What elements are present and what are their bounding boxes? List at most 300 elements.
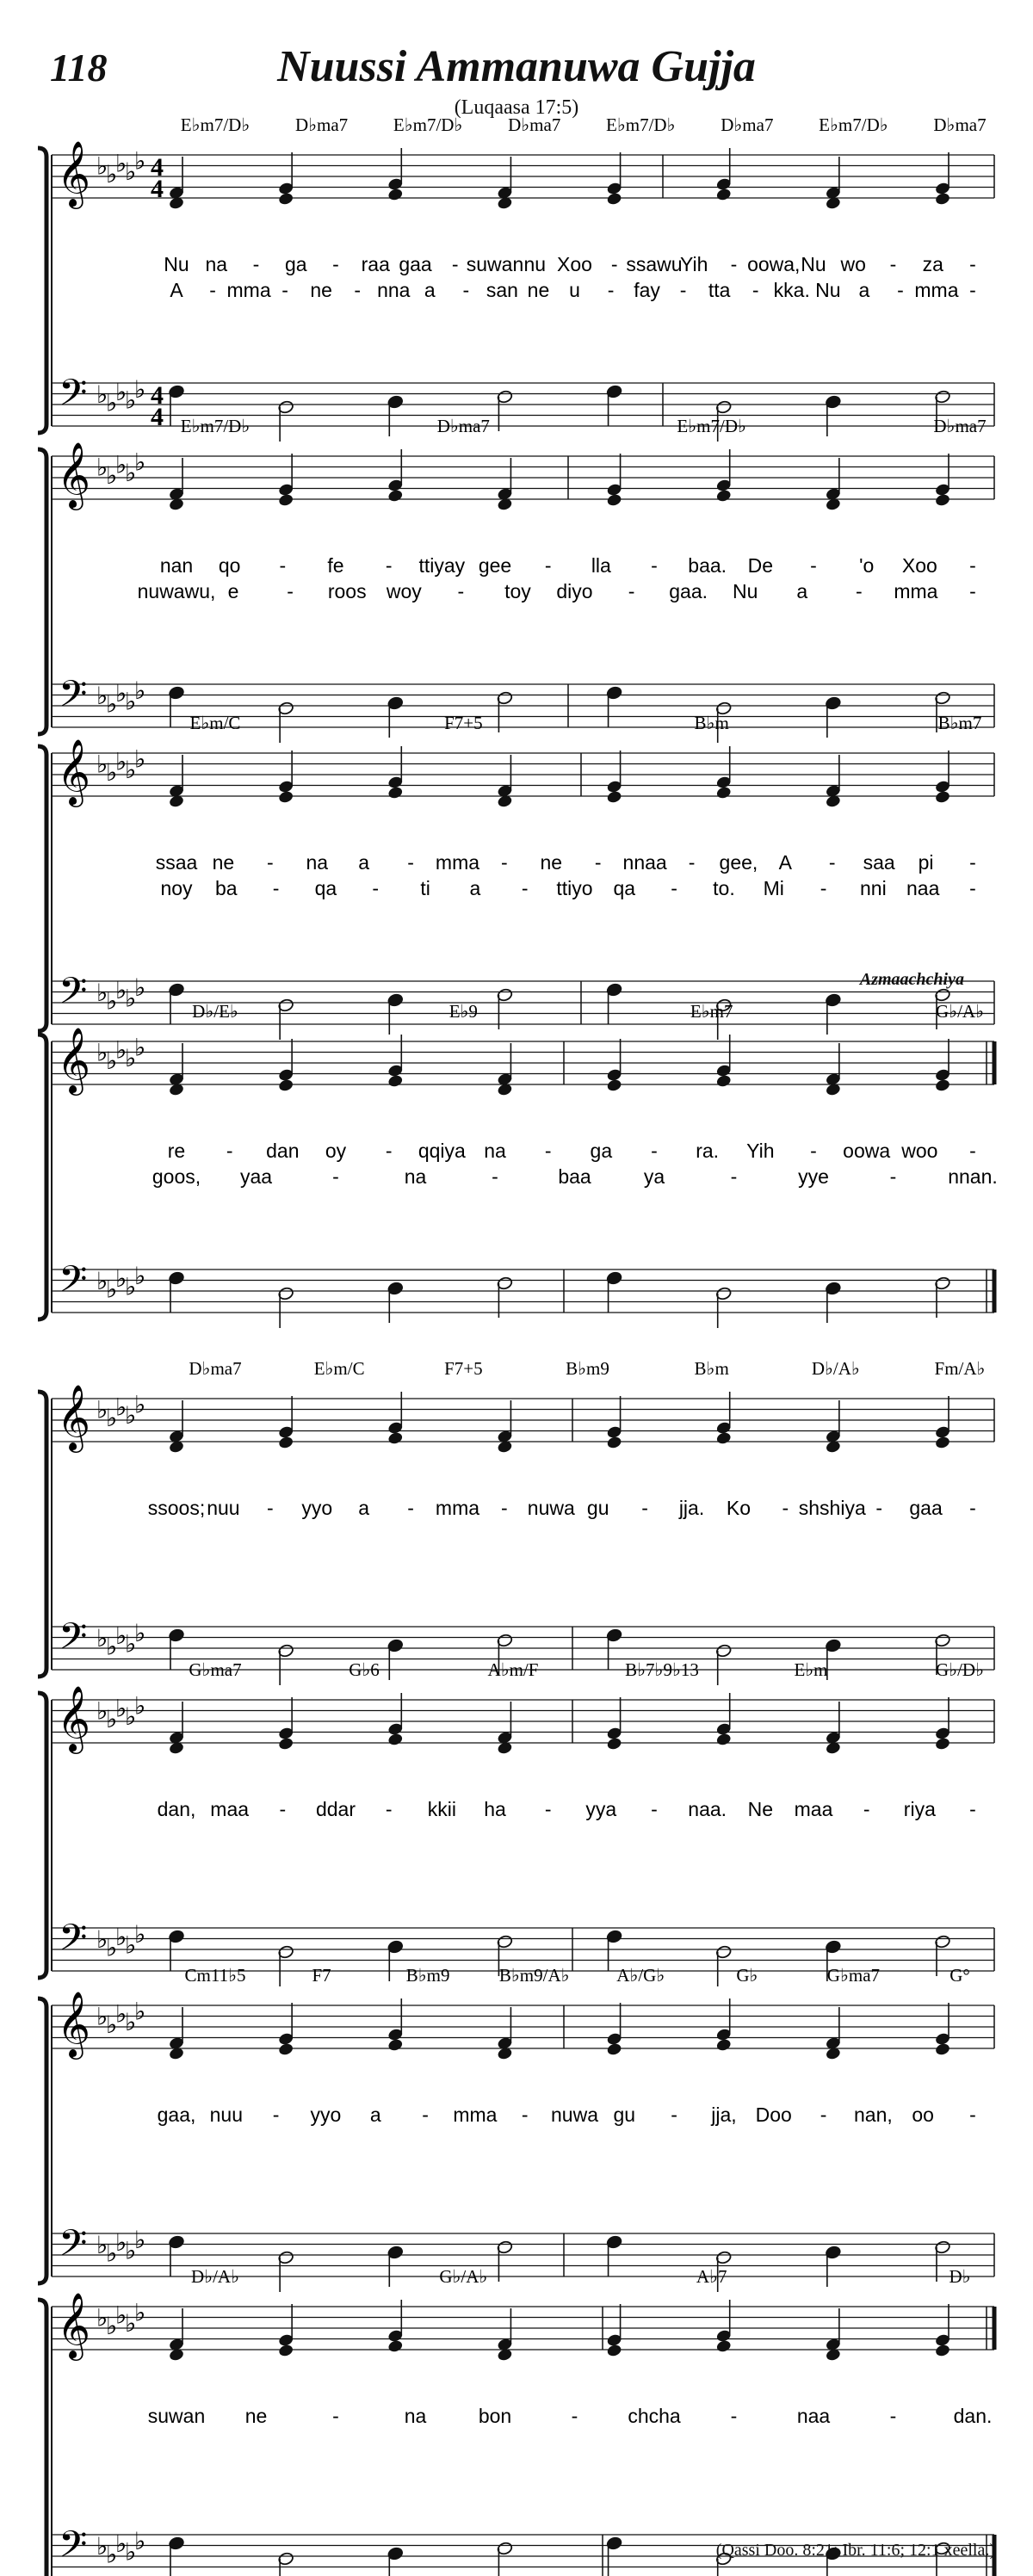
system-5-lyric-verse1: -	[782, 1497, 789, 1519]
system-7-bass-flat-icon: ♭	[115, 2229, 127, 2257]
system-1-lyric-verse1: gaa	[399, 253, 432, 275]
system-4-treble-flat-icon: ♭	[125, 1045, 137, 1072]
system-2-lyric-verse1: -	[810, 554, 817, 577]
system-1-lyric-verse2: ne	[527, 279, 550, 301]
system-1-lyric-verse2: -	[462, 279, 470, 301]
system-8-treble-note	[387, 2339, 404, 2354]
system-6-bass-flat-icon: ♭	[106, 1935, 118, 1962]
system-1-treble-flat-icon: ♭	[106, 161, 118, 188]
system-3-bass-clef-icon: 𝄢	[59, 972, 88, 1021]
system-8-lyric-verse1: chcha	[628, 2405, 681, 2427]
system-6-lyric-verse1: dan,	[157, 1798, 196, 1820]
system-1-lyric-verse2: ne	[310, 279, 332, 301]
system-4-lyric-verse2: nnan.	[948, 1165, 998, 1188]
system-2-lyric-verse1: baa.	[688, 554, 727, 577]
system-6-treble-flat-icon: ♭	[96, 1698, 108, 1726]
system-1-lyric-verse2: a	[858, 279, 870, 301]
system-5-lyric-verse1: -	[875, 1497, 883, 1519]
system-7-treble-flat-icon: ♭	[106, 2011, 118, 2039]
system-1-lyric-verse2: san	[486, 279, 518, 301]
system-3-treble-flat-icon: ♭	[106, 759, 118, 787]
system-4-treble-flat-icon: ♭	[115, 1037, 127, 1065]
system-2-lyric-verse1: fe	[327, 554, 344, 577]
system-6-lyric-verse1: ddar	[315, 1798, 356, 1820]
system-3-bass-flat-icon: ♭	[115, 977, 127, 1004]
system-5-lyric-verse1: -	[501, 1497, 508, 1519]
system-3-lyric-verse1: na	[306, 851, 329, 874]
system-2-treble-note	[606, 493, 622, 508]
system-2-lyric-verse2: mma	[894, 580, 938, 602]
system-5-bass-flat-icon: ♭	[96, 1626, 108, 1652]
system-8-lyric-verse1: bon	[478, 2405, 512, 2427]
system-6-bass-flat-icon: ♭	[125, 1932, 137, 1960]
system-5-treble-note	[278, 1436, 294, 1450]
system-3-lyric-verse1: mma	[435, 851, 480, 874]
system-1-lyric-verse2: Nu	[815, 279, 841, 301]
system-1-lyric-verse1: Nu	[164, 253, 189, 275]
system-6-treble-flat-icon: ♭	[106, 1706, 118, 1733]
system-7-treble-note	[387, 2038, 404, 2053]
system-1-bass-flat-icon: ♭	[96, 382, 108, 409]
system-1-lyric-verse1: -	[610, 253, 618, 275]
system-5-treble-note	[715, 1431, 732, 1446]
system-3-bass-flat-icon: ♭	[106, 988, 118, 1016]
system-4-lyric-verse2: yaa	[239, 1165, 273, 1188]
system-3-treble-note	[387, 786, 404, 800]
system-2-chord-symbol: D♭ma7	[933, 416, 987, 436]
system-4-treble-note	[934, 1078, 950, 1093]
system-8-chord-symbol: G♭/A♭	[439, 2266, 488, 2287]
system-6-bass-flat-icon: ♭	[134, 1921, 146, 1949]
system-6-chord-symbol: G♭/D♭	[936, 1659, 984, 1680]
system-8-treble-flat-icon: ♭	[125, 2310, 137, 2338]
system-2-bass-flat-icon: ♭	[96, 683, 108, 710]
system-1-bracket	[38, 148, 46, 433]
system-1-treble-note	[606, 192, 622, 207]
system-3-treble-clef-icon: 𝄞	[57, 741, 91, 804]
system-5-chord-symbol: D♭/A♭	[811, 1358, 860, 1379]
system-6-lyric-verse1: yya	[585, 1798, 617, 1820]
system-2-bass-flat-icon: ♭	[115, 680, 127, 707]
system-1-treble-note	[387, 188, 404, 202]
system-4-lyric-verse1: na	[484, 1140, 506, 1162]
tempo-marking: Azmaachchiya	[859, 970, 964, 989]
system-8-lyric-verse1: na	[404, 2405, 427, 2427]
system-7-bass-flat-icon: ♭	[125, 2238, 137, 2265]
system-4-lyric-verse1: Yih	[746, 1140, 775, 1162]
system-3-lyric-verse1: -	[266, 851, 274, 874]
system-5-chord-symbol: D♭ma7	[189, 1358, 242, 1379]
system-1-treble-note	[934, 192, 950, 207]
system-4-lyric-verse2: -	[889, 1165, 897, 1188]
system-2-lyric-verse2: Nu	[733, 580, 758, 602]
system-1-lyric-verse2: tta	[708, 279, 731, 301]
system-1-treble-note	[715, 188, 732, 202]
system-4-lyric-verse1: ra.	[696, 1140, 720, 1162]
system-8-treble-flat-icon: ♭	[134, 2300, 146, 2327]
system-8-lyric-verse1: -	[332, 2405, 339, 2427]
system-1-lyric-verse2: mma	[226, 279, 271, 301]
system-3-lyric-verse1: -	[407, 851, 414, 874]
system-7-lyric-verse1: nuwa	[551, 2103, 598, 2126]
system-4-lyric-verse1: oowa	[843, 1140, 891, 1162]
system-7-chord-symbol: B♭m9	[405, 1965, 450, 1986]
system-1-treble-flat-icon: ♭	[134, 148, 146, 176]
system-3-lyric-verse2: -	[969, 877, 976, 899]
system-3-lyric-verse2: qa	[314, 877, 337, 899]
system-7-lyric-verse1: gaa,	[157, 2103, 196, 2126]
system-3-lyric-verse2: nni	[860, 877, 887, 899]
system-6-treble-flat-icon: ♭	[134, 1693, 146, 1720]
system-3-lyric-verse1: ne	[540, 851, 563, 874]
system-2-bass-flat-icon: ♭	[125, 689, 137, 716]
system-5-lyric-verse1: -	[407, 1497, 414, 1519]
system-7-treble-note	[934, 2042, 950, 2057]
system-2-treble-flat-icon: ♭	[106, 462, 118, 490]
system-4-lyric-verse1: dan	[266, 1140, 300, 1162]
system-7-lyric-verse1: oo	[912, 2103, 934, 2126]
system-5-lyric-verse1: shshiya	[798, 1497, 866, 1519]
system-6-treble-flat-icon: ♭	[115, 1696, 127, 1723]
system-3-lyric-verse2: -	[671, 877, 677, 899]
system-1-treble-flat-icon: ♭	[125, 158, 137, 186]
system-2-treble-clef-icon: 𝄞	[57, 444, 91, 507]
system-6-bass-flat-icon: ♭	[115, 1924, 127, 1951]
system-2-treble-note	[715, 489, 732, 503]
system-3-lyric-verse1: gee,	[719, 851, 758, 874]
system-8-lyric-verse1: dan.	[953, 2405, 993, 2427]
system-1-chord-symbol: E♭m7/D♭	[180, 114, 251, 135]
system-5-chord-symbol: B♭m9	[566, 1358, 609, 1379]
system-7-lyric-verse1: -	[969, 2103, 976, 2126]
system-4-treble-note	[715, 1074, 732, 1089]
system-7-lyric-verse1: jja,	[711, 2103, 737, 2126]
system-3-bracket	[38, 746, 46, 1031]
system-1-lyric-verse2: A	[170, 279, 183, 301]
system-5-lyric-verse1: nuwa	[527, 1497, 575, 1519]
system-4-lyric-verse1: -	[385, 1140, 393, 1162]
scripture-reference: (Luqaasa 17:5)	[454, 96, 579, 119]
system-3-lyric-verse1: -	[969, 851, 976, 874]
system-2-lyric-verse1: lla	[591, 554, 611, 577]
system-7-chord-symbol: G♭	[736, 1965, 758, 1986]
system-6-lyric-verse1: -	[651, 1798, 658, 1820]
system-1-lyric-verse1: ssawu	[626, 253, 683, 275]
system-1-lyric-verse2: nna	[377, 279, 411, 301]
system-4-lyric-verse1: -	[226, 1140, 233, 1162]
system-3-lyric-verse1: -	[688, 851, 696, 874]
system-8-bass-flat-icon: ♭	[134, 2528, 146, 2555]
system-8-treble-note	[606, 2344, 622, 2358]
system-4-lyric-verse1: re	[167, 1140, 186, 1162]
system-1-lyric-verse2: -	[969, 279, 976, 301]
system-7-lyric-verse1: mma	[453, 2103, 498, 2126]
system-6-lyric-verse1: Ne	[747, 1798, 774, 1820]
system-7-treble-flat-icon: ♭	[96, 2004, 108, 2031]
system-2-lyric-verse2: -	[287, 580, 294, 602]
system-8-treble-flat-icon: ♭	[106, 2313, 118, 2340]
system-4-lyric-verse2: -	[730, 1165, 738, 1188]
system-3-treble-flat-icon: ♭	[115, 749, 127, 776]
system-7-treble-flat-icon: ♭	[115, 2001, 127, 2029]
system-5-treble-flat-icon: ♭	[96, 1397, 108, 1424]
system-3-lyric-verse2: noy	[160, 877, 193, 899]
system-3-lyric-verse2: ttiyo	[556, 877, 593, 899]
system-3-lyric-verse1: -	[594, 851, 602, 874]
system-7-lyric-verse1: yyo	[310, 2103, 342, 2126]
system-4-bass-flat-icon: ♭	[125, 1274, 137, 1301]
system-2-lyric-verse1: -	[544, 554, 552, 577]
system-8-lyric-verse1: naa	[796, 2405, 831, 2427]
system-2-lyric-verse1: -	[969, 554, 976, 577]
system-6-treble-flat-icon: ♭	[125, 1703, 137, 1731]
system-4-lyric-verse1: -	[810, 1140, 817, 1162]
system-1-lyric-verse1: oowa,	[747, 253, 801, 275]
system-5-chord-symbol: B♭m	[694, 1358, 729, 1379]
system-4-treble-note	[278, 1078, 294, 1093]
system-1-bass-flat-icon: ♭	[134, 376, 146, 404]
system-7-lyric-verse1: nuu	[209, 2103, 243, 2126]
system-1-lyric-verse2: u	[569, 279, 580, 301]
system-4-lyric-verse1: ga	[590, 1140, 613, 1162]
system-6-treble-note	[278, 1737, 294, 1751]
system-7-treble-note	[606, 2042, 622, 2057]
system-1-chord-symbol: D♭ma7	[294, 114, 349, 135]
system-1-lyric-verse1: nu	[523, 253, 547, 275]
system-8-treble-note	[934, 2344, 950, 2358]
system-4-lyric-verse1: qqiya	[418, 1140, 466, 1162]
system-2-lyric-verse2: -	[856, 580, 863, 602]
system-2-treble-note	[278, 493, 294, 508]
system-8-bass-clef-icon: 𝄢	[59, 2525, 88, 2574]
system-4-lyric-verse2: goos,	[152, 1165, 201, 1188]
system-5-lyric-verse1: Ko	[726, 1497, 752, 1519]
system-4-lyric-verse2: na	[404, 1165, 427, 1188]
system-4-chord-symbol: D♭/E♭	[192, 1001, 238, 1022]
system-8-bass-flat-icon: ♭	[125, 2539, 137, 2567]
system-6-chord-symbol: A♭m/F	[487, 1659, 539, 1680]
system-5-lyric-verse1: gu	[586, 1497, 609, 1519]
system-3-treble-note	[715, 786, 732, 800]
system-5-lyric-verse1: jja.	[678, 1497, 705, 1519]
system-2-lyric-verse1: qo	[218, 554, 241, 577]
system-1-chord-symbol: D♭ma7	[721, 114, 774, 135]
system-5-chord-symbol: Fm/A♭	[934, 1358, 986, 1379]
system-3-treble-note	[606, 790, 622, 805]
system-1-bass-clef-icon: 𝄢	[59, 374, 88, 423]
system-6-lyric-verse1: ha	[484, 1798, 506, 1820]
system-8-chord-symbol: A♭7	[696, 2266, 727, 2287]
system-3-lyric-verse2: a	[469, 877, 481, 899]
system-1-lyric-verse2: -	[752, 279, 759, 301]
system-2-lyric-verse2: -	[969, 580, 976, 602]
system-3-chord-symbol: B♭m	[694, 713, 729, 733]
system-2-lyric-verse1: nan	[159, 554, 194, 577]
system-7-bracket	[38, 1998, 46, 2283]
system-4-treble-flat-icon: ♭	[96, 1040, 108, 1067]
system-7-chord-symbol: Cm11♭5	[184, 1965, 246, 1986]
system-5-lyric-verse1: gaa	[909, 1497, 943, 1519]
system-4-bass-flat-icon: ♭	[106, 1276, 118, 1304]
system-7-treble-clef-icon: 𝄞	[57, 1993, 91, 2056]
system-8-chord-symbol: D♭/A♭	[191, 2266, 239, 2287]
system-7-bass-flat-icon: ♭	[96, 2233, 108, 2259]
system-1-lyric-verse1: -	[332, 253, 339, 275]
system-4-lyric-verse1: -	[544, 1140, 552, 1162]
system-2-bass-clef-icon: 𝄢	[59, 675, 88, 724]
system-1-lyric-verse2: -	[209, 279, 216, 301]
system-4-lyric-verse1: -	[651, 1140, 658, 1162]
system-2-lyric-verse2: e	[227, 580, 239, 602]
system-4-bass-flat-icon: ♭	[134, 1263, 146, 1290]
system-6-lyric-verse1: riya	[903, 1798, 936, 1820]
system-1-treble-flat-icon: ♭	[115, 151, 127, 178]
system-4-lyric-verse1: woo	[901, 1140, 938, 1162]
system-3-bass-flat-icon: ♭	[96, 980, 108, 1007]
system-6-lyric-verse1: -	[969, 1798, 976, 1820]
system-3-lyric-verse2: -	[372, 877, 380, 899]
system-2-lyric-verse1: Xoo	[901, 554, 937, 577]
system-5-bracket	[38, 1392, 46, 1677]
system-1-chord-symbol: D♭ma7	[933, 114, 987, 135]
system-1-lyric-verse1: Xoo	[557, 253, 592, 275]
system-4-bass-clef-icon: 𝄢	[59, 1260, 88, 1309]
system-7-lyric-verse1: -	[521, 2103, 529, 2126]
system-3-lyric-verse2: qa	[613, 877, 636, 899]
system-1-treble-clef-icon: 𝄞	[57, 143, 91, 206]
time-signature-top-bass: 4	[151, 381, 164, 410]
system-4-treble-clef-icon: 𝄞	[57, 1029, 91, 1092]
system-3-lyric-verse2: ti	[420, 877, 430, 899]
system-2-lyric-verse2: -	[628, 580, 635, 602]
system-1-lyric-verse1: Yih	[680, 253, 708, 275]
system-5-treble-clef-icon: 𝄞	[57, 1387, 91, 1449]
system-7-bass-flat-icon: ♭	[134, 2227, 146, 2254]
system-1-lyric-verse1: raa	[361, 253, 390, 275]
system-1-lyric-verse1: -	[730, 253, 738, 275]
system-7-treble-flat-icon: ♭	[125, 2009, 137, 2036]
system-6-treble-note	[387, 1733, 404, 1747]
system-7-lyric-verse1: gu	[613, 2103, 636, 2126]
system-3-lyric-verse1: ne	[212, 851, 235, 874]
system-7-lyric-verse1: -	[422, 2103, 429, 2126]
system-6-lyric-verse1: -	[385, 1798, 393, 1820]
system-2-lyric-verse2: nuwawu,	[137, 580, 216, 602]
system-6-treble-note	[715, 1733, 732, 1747]
system-5-treble-flat-icon: ♭	[106, 1405, 118, 1432]
system-8-treble-note	[278, 2344, 294, 2358]
system-6-lyric-verse1: naa.	[688, 1798, 727, 1820]
system-3-treble-flat-icon: ♭	[125, 757, 137, 784]
system-2-lyric-verse2: woy	[386, 580, 422, 602]
system-1-bass-flat-icon: ♭	[115, 379, 127, 406]
system-4-treble-flat-icon: ♭	[106, 1047, 118, 1075]
system-4-lyric-verse2: ya	[643, 1165, 665, 1188]
system-2-lyric-verse1: -	[279, 554, 287, 577]
system-1-lyric-verse2: mma	[914, 279, 959, 301]
system-1-lyric-verse2: -	[607, 279, 615, 301]
system-6-lyric-verse1: kkii	[427, 1798, 456, 1820]
system-5-lyric-verse1: mma	[435, 1497, 480, 1519]
system-2-lyric-verse2: gaa.	[669, 580, 708, 602]
system-3-lyric-verse2: -	[521, 877, 529, 899]
system-8-lyric-verse1: -	[571, 2405, 578, 2427]
system-4-bass-flat-icon: ♭	[115, 1265, 127, 1293]
system-5-bass-flat-icon: ♭	[134, 1620, 146, 1647]
system-2-lyric-verse2: diyo	[556, 580, 593, 602]
system-2-lyric-verse1: gee	[478, 554, 512, 577]
system-4-bracket	[38, 1035, 46, 1319]
system-5-bass-flat-icon: ♭	[106, 1634, 118, 1661]
system-1-lyric-verse1: suwan	[466, 253, 524, 275]
system-8-lyric-verse1: -	[889, 2405, 897, 2427]
system-8-treble-flat-icon: ♭	[96, 2305, 108, 2332]
system-3-treble-note	[934, 790, 950, 805]
system-4-treble-flat-icon: ♭	[134, 1035, 146, 1062]
system-6-treble-note	[934, 1737, 950, 1751]
system-1-lyric-verse1: -	[252, 253, 260, 275]
system-1-lyric-verse1: ga	[284, 253, 307, 275]
system-2-bass-flat-icon: ♭	[134, 677, 146, 705]
system-2-lyric-verse2: roos	[327, 580, 367, 602]
system-3-lyric-verse1: ssaa	[155, 851, 198, 874]
time-signature-bottom: 4	[151, 175, 164, 203]
system-5-treble-note	[606, 1436, 622, 1450]
system-1-bass-flat-icon: ♭	[125, 387, 137, 415]
system-8-bass-flat-icon: ♭	[115, 2530, 127, 2558]
footer-references: (Qassi Doo. 8:21; Ibr. 11:6; 12:1 xeella.)	[715, 2541, 995, 2560]
system-6-chord-symbol: G♭6	[349, 1659, 380, 1680]
system-2-lyric-verse1: ttiyay	[418, 554, 466, 577]
system-1-chord-symbol: D♭ma7	[508, 114, 561, 135]
system-3-lyric-verse2: ba	[215, 877, 238, 899]
system-2-chord-symbol: E♭m7/D♭	[180, 416, 251, 436]
system-4-treble-note	[606, 1078, 622, 1093]
system-6-lyric-verse1: maa	[210, 1798, 250, 1820]
hymn-number: 118	[50, 46, 108, 90]
system-6-bass-clef-icon: 𝄢	[59, 1918, 88, 1968]
system-1-lyric-verse1: -	[451, 253, 459, 275]
system-4-lyric-verse2: baa	[558, 1165, 591, 1188]
system-7-chord-symbol: G♭ma7	[826, 1965, 881, 1986]
system-1-lyric-verse1: za	[922, 253, 943, 275]
system-2-lyric-verse1: De	[747, 554, 774, 577]
system-6-chord-symbol: G♭ma7	[189, 1659, 242, 1680]
system-6-lyric-verse1: -	[279, 1798, 287, 1820]
system-3-lyric-verse1: a	[358, 851, 370, 874]
system-2-bracket	[38, 449, 46, 734]
time-signature-bottom-bass: 4	[151, 403, 164, 431]
system-6-treble-note	[606, 1737, 622, 1751]
system-1-lyric-verse2: -	[679, 279, 687, 301]
system-5-lyric-verse1: -	[969, 1497, 976, 1519]
system-3-lyric-verse2: naa	[906, 877, 940, 899]
system-2-bass-flat-icon: ♭	[106, 691, 118, 719]
system-8-bass-flat-icon: ♭	[96, 2534, 108, 2561]
system-6-bass-flat-icon: ♭	[96, 1927, 108, 1954]
system-7-chord-symbol: F7	[312, 1965, 331, 1986]
system-5-treble-flat-icon: ♭	[115, 1394, 127, 1422]
system-3-lyric-verse1: pi	[918, 851, 934, 874]
system-3-bass-flat-icon: ♭	[134, 974, 146, 1002]
system-2-lyric-verse2: a	[796, 580, 808, 602]
system-6-bracket	[38, 1693, 46, 1978]
system-1-treble-note	[278, 192, 294, 207]
system-7-bass-flat-icon: ♭	[106, 2240, 118, 2268]
system-5-bass-flat-icon: ♭	[115, 1622, 127, 1650]
system-4-treble-note	[387, 1074, 404, 1089]
system-7-lyric-verse1: Doo	[755, 2103, 792, 2126]
